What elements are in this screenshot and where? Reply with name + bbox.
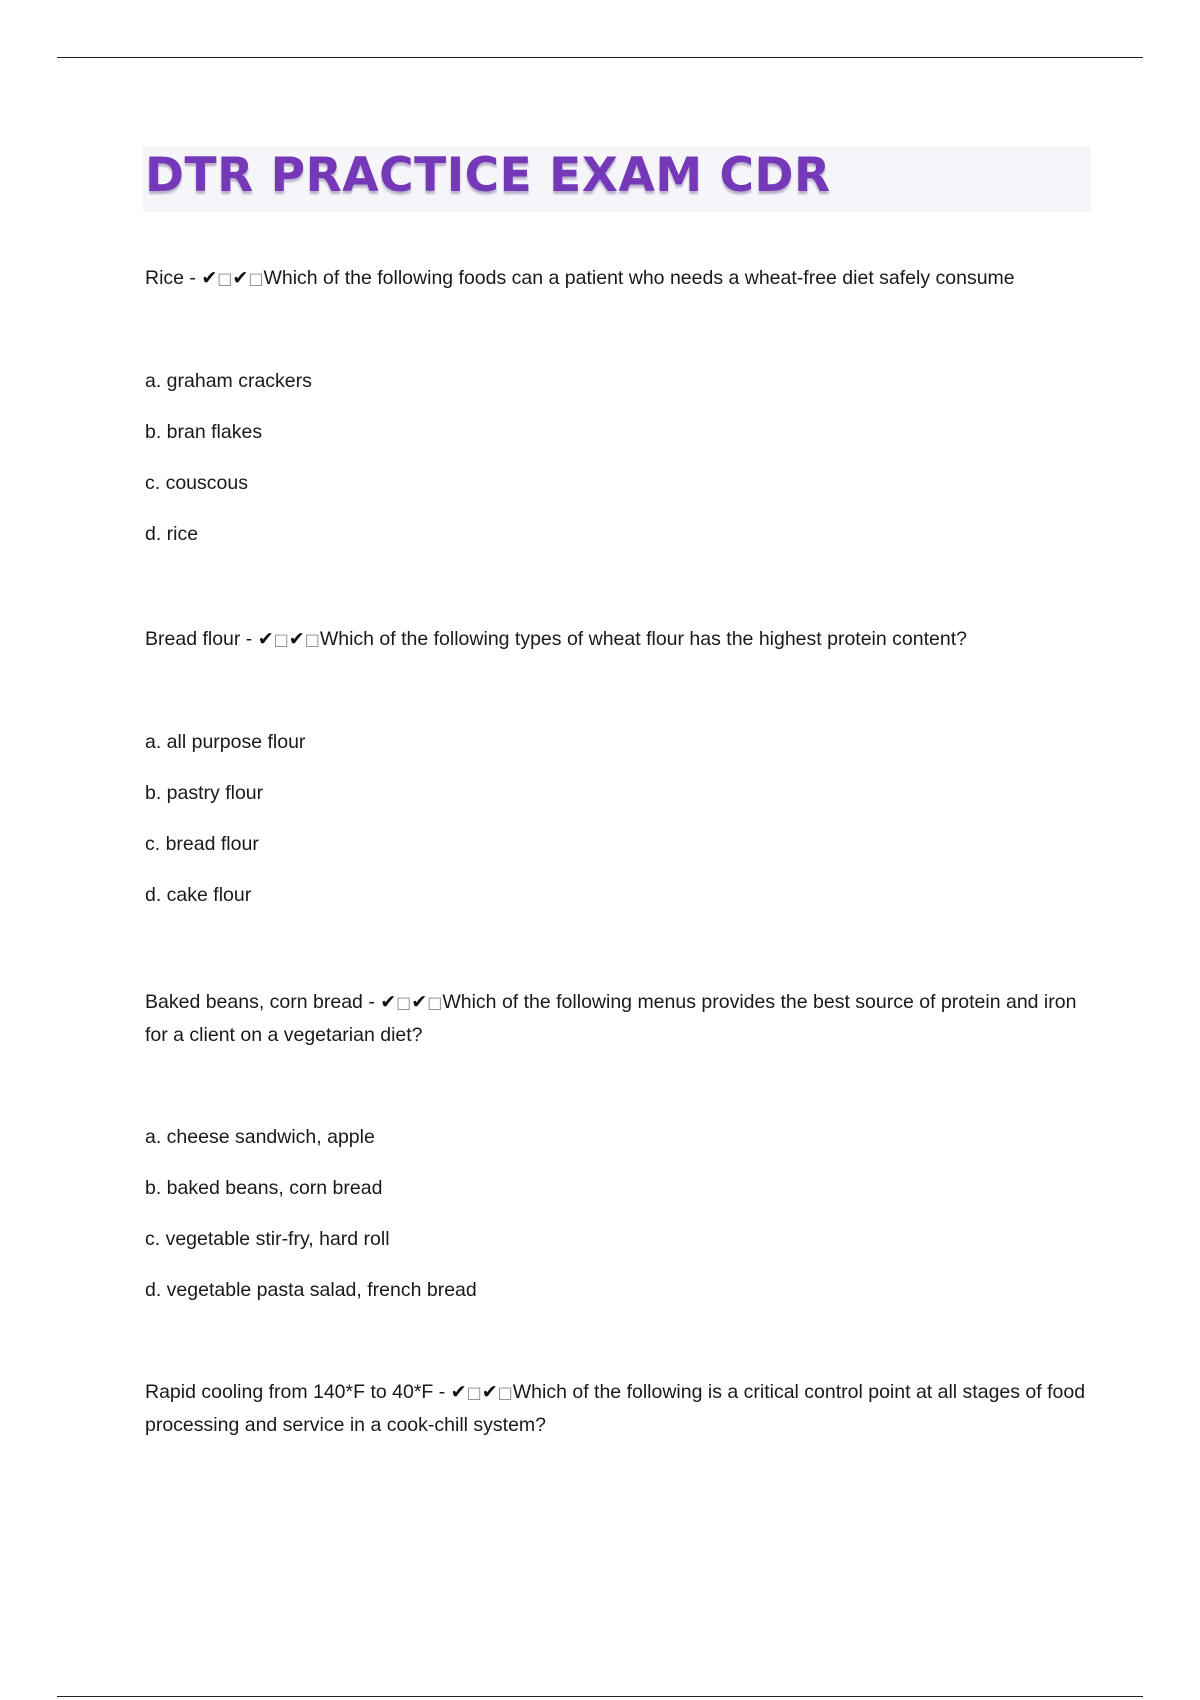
- question-prompt: Which of the following menus provides the best source of protein and iron for a client on a vegetarian diet?: [145, 991, 1077, 1046]
- separator: -: [240, 628, 258, 650]
- option-item: b. pastry flour: [145, 782, 264, 804]
- box-icon: □: [497, 1383, 513, 1402]
- answer-text: Rapid cooling from 140*F to 40*F: [145, 1381, 434, 1403]
- question-text: [145, 986, 1095, 1051]
- box-icon: □: [396, 993, 412, 1012]
- question-list: [145, 262, 1095, 1441]
- question-prompt: Which of the following is a critical control point at all stages of food processing and service in a cook-chill system?: [145, 1381, 1086, 1436]
- option-item: a. all purpose flour: [145, 731, 306, 753]
- question-text: [145, 623, 1095, 656]
- option-item: c. couscous: [145, 472, 248, 494]
- page-title: DTR PRACTICE EXAM CDR: [145, 148, 831, 203]
- option-item: d. rice: [145, 523, 199, 545]
- answer-text: Baked beans, corn bread: [145, 991, 363, 1013]
- check-icon: ✔: [288, 628, 305, 650]
- question-text: [145, 1376, 1095, 1441]
- box-icon: □: [273, 630, 289, 649]
- option-item: a. cheese sandwich, apple: [145, 1126, 375, 1148]
- option-item: c. vegetable stir-fry, hard roll: [145, 1228, 390, 1250]
- check-icon: ✔: [257, 628, 274, 650]
- check-icon: ✔: [450, 1381, 467, 1403]
- options-list: [145, 365, 1095, 550]
- footer-rule: [57, 1696, 1143, 1697]
- box-icon: □: [427, 993, 443, 1012]
- separator: -: [184, 267, 202, 289]
- option-item: b. baked beans, corn bread: [145, 1177, 383, 1199]
- option-item: d. vegetable pasta salad, french bread: [145, 1279, 477, 1301]
- box-icon: □: [304, 630, 320, 649]
- question-prompt: Which of the following types of wheat flour has the highest protein content?: [319, 628, 967, 650]
- check-icon: ✔: [411, 991, 428, 1013]
- question-block-2: [145, 623, 1095, 911]
- check-icon: ✔: [380, 991, 397, 1013]
- box-icon: □: [248, 269, 264, 288]
- option-item: d. cake flour: [145, 884, 252, 906]
- question-prompt: Which of the following foods can a patient who needs a wheat-free diet safely consume: [263, 267, 1015, 289]
- separator: -: [362, 991, 381, 1013]
- option-item: a. graham crackers: [145, 370, 312, 392]
- check-icon: ✔: [201, 267, 218, 289]
- question-block-4: [145, 1376, 1095, 1441]
- box-icon: □: [217, 269, 233, 288]
- option-item: b. bran flakes: [145, 421, 263, 443]
- options-list: [145, 726, 1095, 911]
- question-block-3: [145, 986, 1095, 1306]
- answer-text: Rice: [145, 267, 185, 289]
- question-text: [145, 262, 1095, 295]
- answer-text: Bread flour: [145, 628, 241, 650]
- options-list: [145, 1121, 1095, 1306]
- box-icon: □: [466, 1383, 482, 1402]
- option-item: c. bread flour: [145, 833, 259, 855]
- question-block-1: [145, 262, 1095, 550]
- header-rule: [57, 57, 1143, 58]
- check-icon: ✔: [481, 1381, 498, 1403]
- separator: -: [433, 1381, 451, 1403]
- check-icon: ✔: [232, 267, 249, 289]
